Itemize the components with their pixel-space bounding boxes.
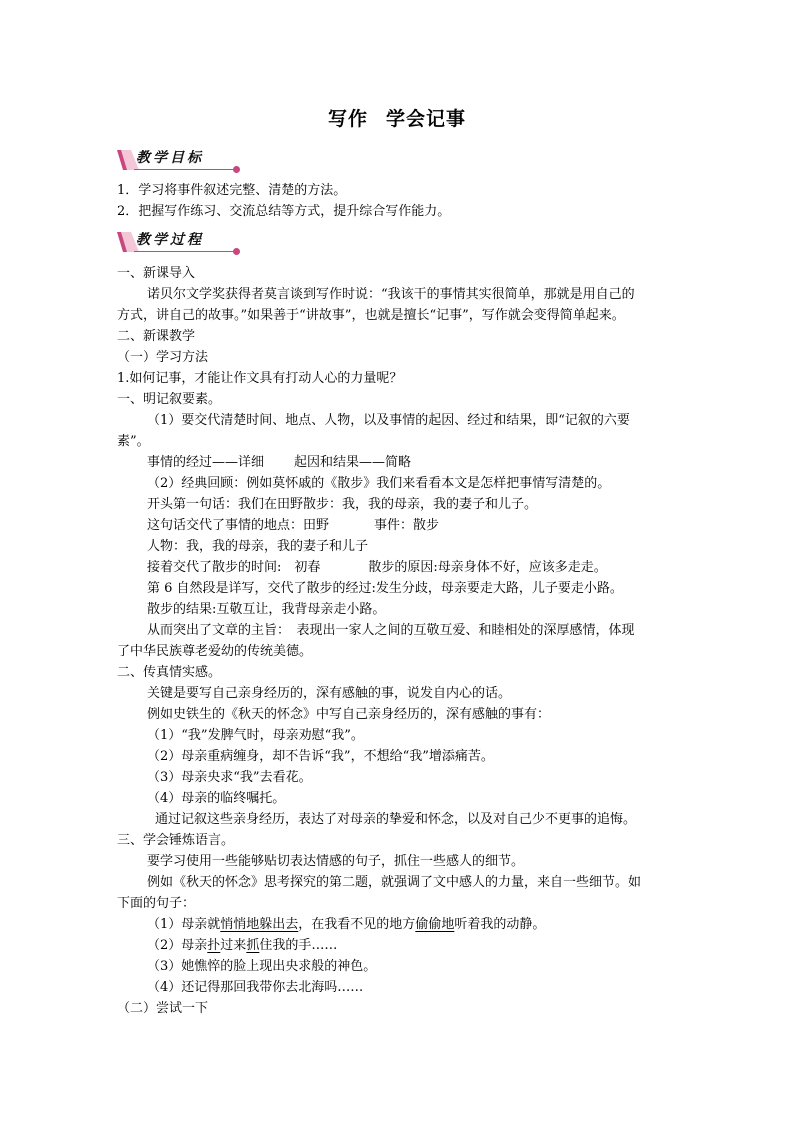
paragraph-line [147, 516, 439, 536]
list-item: （4）还记得那回我带你去北海吗…… [147, 980, 364, 995]
heading-line: 一、新课导入 [117, 266, 196, 281]
title-part2: 学会记事 [386, 108, 467, 130]
paragraph-line: 要学习使用一些能够贴切表达情感的句子，抓住一些感人的细节。 [147, 854, 525, 869]
heading-line: （二）尝试一下 [117, 1001, 209, 1016]
section-header-objectives [117, 148, 257, 170]
text-span: 接着交代了散步的时间: 初春 [147, 560, 321, 575]
list-item: （1）“我”发脾气时，母亲劝慰“我”。 [147, 728, 364, 743]
heading-line: （一）学习方法 [117, 350, 209, 365]
section-underline [134, 169, 237, 170]
paragraph-line: 诺贝尔文学奖获得者莫言谈到写作时说：“我该干的事情其实很简单，那就是用自己的 [147, 287, 635, 302]
section-dot [233, 166, 240, 173]
text-span: 事情的经过——详细 [147, 455, 265, 470]
section-header-process [117, 230, 257, 252]
list-item [147, 915, 545, 935]
list-item: （3）她憔悴的脸上现出央求般的神色。 [147, 959, 377, 974]
text-span: 起因和结果——简略 [294, 455, 412, 470]
paragraph-line: 例如《秋天的怀念》思考探究的第二题，就强调了文中感人的力量，来自一些细节。如 [147, 875, 642, 890]
underlined-text: 偷偷地 [415, 917, 455, 932]
objective-item: 2．把握写作练习、交流总结等方式，提升综合写作能力。 [117, 204, 451, 219]
underlined-text: 悄悄地躲出去 [220, 917, 299, 932]
list-item: （2）母亲重病缠身，却不告诉“我”，不想给“我”增添痛苦。 [147, 749, 494, 764]
paragraph-line: 从而突出了文章的主旨： 表现出一家人之间的互敬互爱、和睦相处的深厚感情，体现 [147, 623, 635, 638]
paragraph-line: 方式，讲自己的故事。”如果善于“讲故事”，也就是擅长“记事”，写作就会变得简单起来。 [117, 308, 625, 323]
objective-item: 1．学习将事件叙述完整、清楚的方法。 [117, 183, 347, 198]
paragraph-line: 素”。 [117, 434, 150, 449]
text-span: ，在我看不见的地方 [298, 917, 416, 932]
heading-line: 二、传真情实感。 [117, 665, 222, 680]
underlined-text: 抓 [246, 938, 260, 953]
text-span: 这句话交代了事情的地点：田野 [147, 518, 330, 533]
heading-line: 一、明记叙要素。 [117, 392, 222, 407]
paragraph-line [147, 453, 411, 473]
section-label-objectives: 教学目标 [136, 150, 204, 166]
heading-line: 三、学会锤炼语言。 [117, 833, 235, 848]
section-label-process: 教学过程 [136, 232, 204, 248]
page-title [0, 104, 794, 131]
title-part1: 写作 [327, 108, 368, 130]
underlined-text: 扑 [207, 938, 221, 953]
paragraph-line: （1）要交代清楚时间、地点、人物，以及事情的起因、经过和结果，即“记叙的六要 [147, 413, 630, 428]
list-item [147, 936, 337, 956]
text-span: 住我的手…… [259, 938, 338, 953]
paragraph-line: 通过记叙这些亲身经历，表达了对母亲的挚爱和怀念，以及对自己少不更事的追悔。 [155, 812, 637, 827]
paragraph-line [147, 558, 607, 578]
text-span: 散步的原因:母亲身体不好，应该多走走。 [368, 560, 607, 575]
text-span: （1）母亲就 [147, 917, 221, 932]
list-item: （3）母亲央求“我”去看花。 [147, 770, 312, 785]
text-span: （2）母亲 [147, 938, 208, 953]
text-span: 事件：散步 [374, 518, 440, 533]
paragraph-line: 散步的结果:互敬互让，我背母亲走小路。 [147, 602, 386, 617]
heading-line: 二、新课教学 [117, 329, 196, 344]
paragraph-line: 下面的句子： [117, 896, 196, 911]
text-span: 听着我的动静。 [454, 917, 546, 932]
paragraph-line: 了中华民族尊老爱幼的传统美德。 [117, 644, 313, 659]
question-line: 1.如何记事，才能让作文具有打动人心的力量呢？ [117, 371, 403, 386]
paragraph-line: 第 6 自然段是详写，交代了散步的经过:发生分歧，母亲要走大路，儿子要走小路。 [147, 581, 623, 596]
paragraph-line: 开头第一句话：我们在田野散步：我，我的母亲，我的妻子和儿子。 [147, 497, 538, 512]
list-item: （4）母亲的临终嘱托。 [147, 791, 286, 806]
paragraph-line: 例如史铁生的《秋天的怀念》中写自己亲身经历的，深有感触的事有： [147, 707, 551, 722]
section-dot [233, 248, 240, 255]
section-underline [134, 251, 237, 252]
paragraph-line: （2）经典回顾：例如莫怀戚的《散步》我们来看看本文是怎样把事情写清楚的。 [147, 476, 611, 491]
paragraph-line: 关键是要写自己亲身经历的，深有感触的事，说发自内心的话。 [147, 686, 512, 701]
text-span: 过来 [220, 938, 247, 953]
paragraph-line: 人物：我，我的母亲，我的妻子和儿子 [147, 539, 369, 554]
